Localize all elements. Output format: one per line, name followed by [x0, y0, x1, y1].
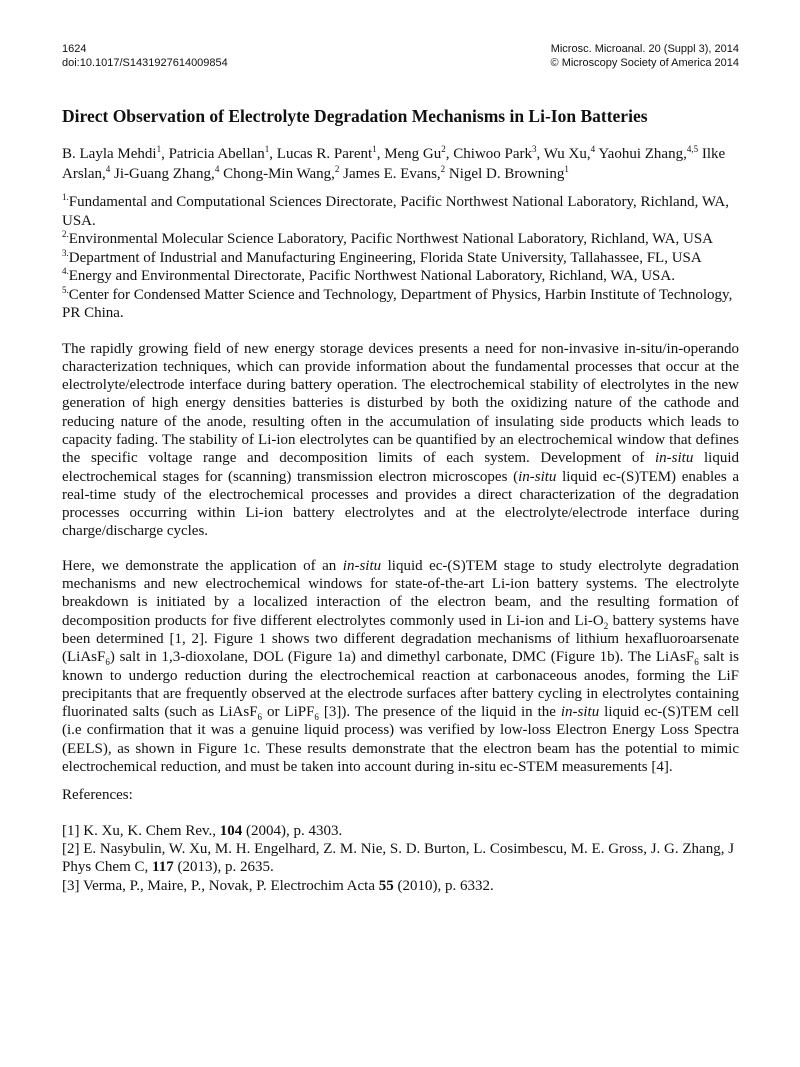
author: James E. Evans,$^2$ [343, 164, 446, 182]
reference-list [62, 822, 739, 895]
reference-item: [2] E. Nasybulin, W. Xu, M. H. Engelhard, Z. M. Nie, S. D. Burton, L. Cosimbescu, M. E. Gross, J. G. Zhang, J Phys Chem C, 117 (2013), p. 2635. [62, 840, 735, 876]
copyright-notice: © Microscopy Society of America 2014 [550, 57, 739, 69]
affiliation: $^{2.}$Environmental Molecular Science Laboratory, Pacific Northwest National Laboratory, Richland, WA, USA [62, 229, 714, 247]
body-paragraph-results: Here, we demonstrate the application of an in-situ liquid ec-(S)TEM stage to study electrolyte degradation mechanisms and new electrochemical windows for state-of-the-art Li-ion battery systems. The electrolyte breakdown is initiated by a localized interaction of the electron beam, and the resulting formation of decomposition products for five different electrolytes commonly used in Li-ion and $Li-O_2$ battery systems have been determined [1, 2]. Figure 1 shows two different degradation mechanisms of lithium hexafluoroarsenate (LiAsF$_6$) salt in 1,3-dioxolane, DOL (Figure 1a) and dimethyl carbonate, DMC (Figure 1b). The LiAsF$_6$ salt is known to undergo reduction during the electrochemical reaction at carbonaceous anodes, forming the LiF precipitants that are frequently observed at the electrode surfaces after battery cycling in electrolytes containing fluorinated salts (such as LiAsF$_6$ or LiPF$_6$ [3]). The presence of the liquid in the in-situ liquid ec-(S)TEM cell (i.e confirmation that it was a genuine liquid process) was verified by low-loss Electron Energy Loss Spectra (EELS), as shown in Figure 1c. These results demonstrate that the electron beam has the potential to mimic electrochemical reduction, and must be taken into account during in-situ ec-STEM measurements [4]. [62, 557, 740, 776]
paper-page [62, 42, 739, 895]
author: Chiwoo Park$^3$, [453, 144, 544, 162]
affiliation: $^{3.}$Department of Industrial and Manufacturing Engineering, Florida State University, Tallahassee, FL, USA [62, 247, 702, 266]
author: Lucas R. Parent$^1$, [276, 144, 385, 162]
body-paragraph-intro: The rapidly growing field of new energy storage devices presents a need for non-invasive in-situ/in-operando characterization techniques, which can provide information about the fundamental processes that occur at the electrolyte/electrode interface during battery operation. The electrochemical stability of electrolytes in the new generation of high energy densities batteries is disturbed by both the oxidizing nature of the cathode and reducing nature of the anode, resulting often in the accumulation of insulating side products which leads to capacity fading. The stability of Li-ion electrolytes can be quantified by an electrochemical window that defines the specific voltage range and decomposition limits of each system. Development of in-situ liquid electrochemical stages for (scanning) transmission electron microscopes (in-situ liquid ec-(S)TEM) enables a real-time study of the electrochemical processes and provides a direct characterization of the degradation processes occurring within Li-ion battery electrolytes and at the electrolyte/electrode interface during charge/discharge cycles. [62, 340, 739, 540]
author: Ilke Arslan,$^4$ [62, 146, 726, 182]
journal-citation: Microsc. Microanal. 20 (Suppl 3), 2014 [550, 43, 739, 55]
page-number: 1624 [62, 43, 87, 55]
affiliation: $^{1.}$Fundamental and Computational Sciences Directorate, Pacific Northwest National Laboratory, Richland, WA, USA. [62, 192, 729, 229]
author: Ji-Guang Zhang,$^4$ [114, 164, 220, 182]
header-left [62, 42, 228, 70]
author: Nigel D. Browning$^1$ [448, 164, 569, 182]
reference-item: [1] K. Xu, K. Chem Rev., 104 (2004), p. 4303. [62, 822, 343, 839]
author: Meng Gu$^2$, [384, 144, 454, 162]
author: Yaohui Zhang,$^{4,5}$ [598, 144, 699, 162]
author: Patricia Abellan$^1$, [168, 144, 277, 162]
author-list [62, 144, 739, 184]
affiliation: $^{4.}$Energy and Environmental Directorate, Pacific Northwest National Laboratory, Richland, WA, USA. [62, 266, 675, 284]
author: Chong-Min Wang,$^2$ [223, 164, 340, 182]
reference-item: [3] Verma, P., Maire, P., Novak, P. Electrochim Acta 55 (2010), p. 6332. [62, 877, 494, 894]
paper-title: Direct Observation of Electrolyte Degradation Mechanisms in Li-Ion Batteries [62, 106, 648, 126]
doi: doi:10.1017/S1431927614009854 [62, 57, 228, 69]
references-heading: References: [62, 787, 133, 804]
author: Wu Xu,$^4$ [543, 144, 596, 162]
page-header [62, 42, 739, 70]
affiliation-list [62, 193, 739, 323]
affiliation: $^{5.}$Center for Condensed Matter Science and Technology, Department of Physics, Harbin Institute of Technology, PR China. [62, 284, 733, 321]
author: B. Layla Mehdi$^1$, [62, 144, 169, 162]
header-right [551, 42, 739, 70]
